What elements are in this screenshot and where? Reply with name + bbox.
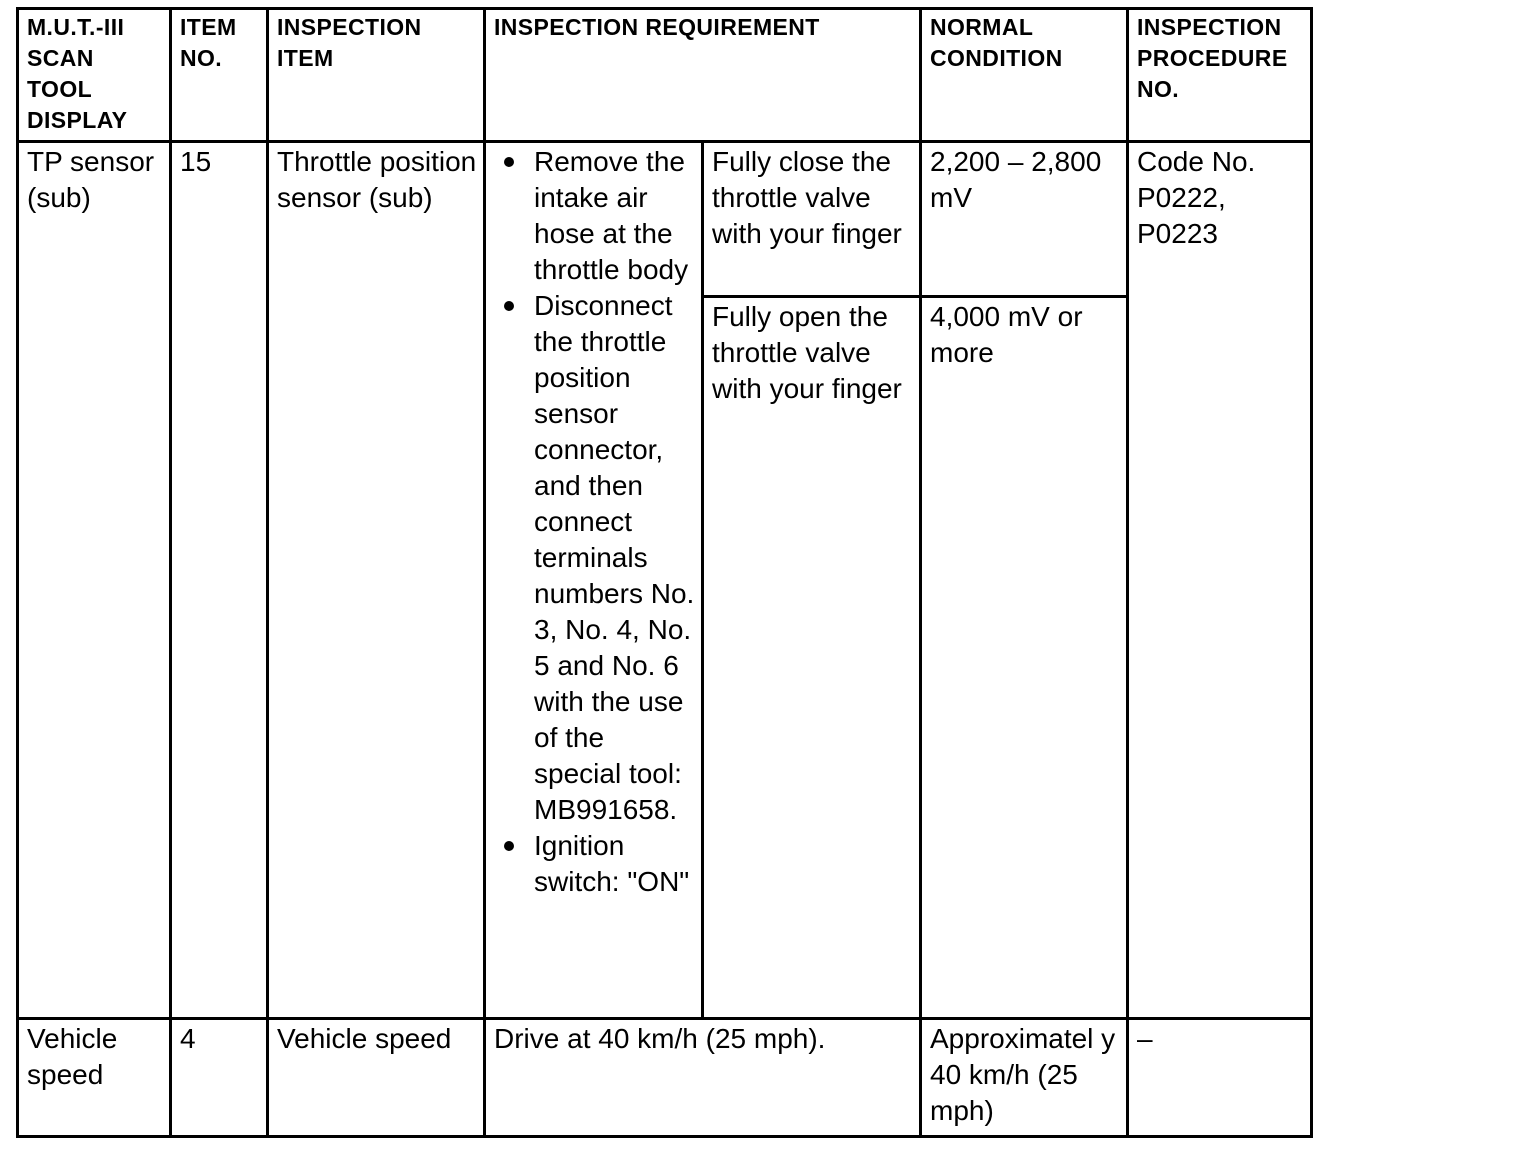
requirement-list bbox=[494, 144, 695, 900]
header-item-no: ITEM NO. bbox=[171, 9, 268, 142]
list-item: Ignition switch: "ON" bbox=[534, 828, 695, 900]
cell-requirement bbox=[485, 142, 703, 1019]
cell-condition-action: Fully open the throttle valve with your finger bbox=[703, 297, 921, 1019]
header-procedure: INSPECTION PROCEDURE NO. bbox=[1128, 9, 1312, 142]
cell-item-no: 15 bbox=[171, 142, 268, 1019]
cell-procedure: Code No. P0222, P0223 bbox=[1128, 142, 1312, 1019]
cell-normal-condition: 4,000 mV or more bbox=[921, 297, 1128, 1019]
header-row bbox=[18, 9, 1312, 142]
table-row bbox=[18, 142, 1312, 297]
cell-display: TP sensor (sub) bbox=[18, 142, 171, 1019]
list-item: Disconnect the throttle position sensor connector, and then connect terminals numbers No. 3, No. 4, No. 5 and No. 6 with the use of the special tool: MB991658. bbox=[534, 288, 695, 828]
header-display: M.U.T.-III SCAN TOOL DISPLAY bbox=[18, 9, 171, 142]
cell-item-no: 4 bbox=[171, 1019, 268, 1137]
cell-procedure: – bbox=[1128, 1019, 1312, 1137]
cell-inspection-item: Vehicle speed bbox=[268, 1019, 485, 1137]
inspection-table bbox=[16, 7, 1313, 1138]
cell-condition-action: Fully close the throttle valve with your finger bbox=[703, 142, 921, 297]
list-item: Remove the intake air hose at the throttle body bbox=[534, 144, 695, 288]
header-normal-condition: NORMAL CONDITION bbox=[921, 9, 1128, 142]
table-row bbox=[18, 1019, 1312, 1137]
cell-normal-condition: Approximatel y 40 km/h (25 mph) bbox=[921, 1019, 1128, 1137]
cell-normal-condition: 2,200 – 2,800 mV bbox=[921, 142, 1128, 297]
cell-requirement: Drive at 40 km/h (25 mph). bbox=[485, 1019, 921, 1137]
header-inspection-item: INSPECTION ITEM bbox=[268, 9, 485, 142]
cell-display: Vehicle speed bbox=[18, 1019, 171, 1137]
cell-inspection-item: Throttle position sensor (sub) bbox=[268, 142, 485, 1019]
header-requirement: INSPECTION REQUIREMENT bbox=[485, 9, 921, 142]
